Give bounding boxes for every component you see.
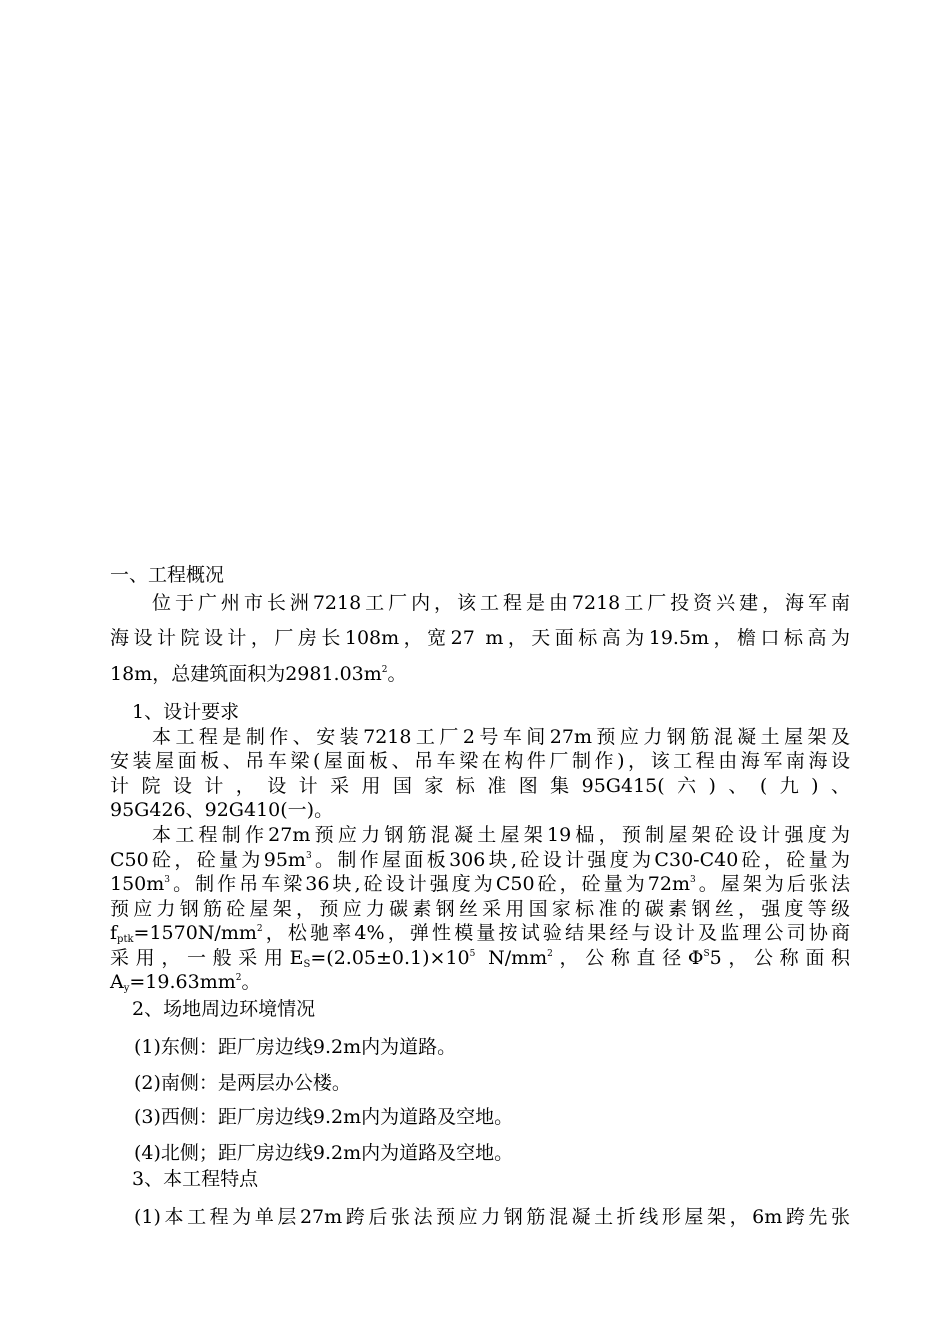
text-run: 。 bbox=[241, 971, 261, 993]
text-run: 。制作屋面板306块,砼设计强度为C30-C40砼，砼量为 bbox=[311, 849, 850, 871]
text-run: 。 bbox=[387, 663, 407, 685]
paragraph-line: 本工程制作27m预应力钢筋混凝土屋架19榀，预制屋架砼设计强度为 bbox=[152, 824, 850, 846]
list-item: (3)西侧：距厂房边线9.2m内为道路及空地。 bbox=[134, 1106, 514, 1128]
text-run: =(2.05±0.1)×10 bbox=[310, 947, 470, 969]
text-run: f bbox=[110, 922, 118, 944]
superscript: 2 bbox=[381, 665, 388, 675]
superscript: 2 bbox=[256, 924, 263, 934]
paragraph-line bbox=[110, 872, 850, 896]
list-item: (4)北侧；距厂房边线9.2m内为道路及空地。 bbox=[134, 1142, 514, 1164]
text-run: 采用，一般采用E bbox=[110, 947, 304, 969]
paragraph-line bbox=[110, 921, 850, 945]
paragraph-line: 95G426、92G410(一)。 bbox=[110, 799, 334, 821]
text-run: =19.63mm bbox=[129, 971, 236, 993]
paragraph-line: 安装屋面板、吊车梁(屋面板、吊车梁在构件厂制作)，该工程由海军南海设 bbox=[110, 750, 850, 772]
text-run: ，公称直径Φ bbox=[552, 947, 704, 969]
paragraph-line bbox=[110, 946, 850, 970]
paragraph-line: 本工程是制作、安装7218工厂2号车间27m预应力钢筋混凝土屋架及 bbox=[152, 726, 850, 748]
subscript: ptk bbox=[117, 934, 134, 945]
paragraph-line: 海设计院设计，厂房长108m，宽27 m，天面标高为19.5m，檐口标高为 bbox=[110, 627, 850, 649]
subsection-title: 3、本工程特点 bbox=[132, 1168, 259, 1190]
text-run: 。屋架为后张法 bbox=[695, 873, 850, 895]
subsection-title: 2、场地周边环境情况 bbox=[132, 998, 316, 1020]
superscript: S bbox=[703, 949, 710, 959]
list-item: (1)本工程为单层27m跨后张法预应力钢筋混凝土折线形屋架，6m跨先张 bbox=[134, 1206, 850, 1228]
subsection-title: 1、设计要求 bbox=[132, 701, 240, 723]
text-run: C50砼，砼量为95m bbox=[110, 849, 306, 871]
paragraph-line: 预应力钢筋砼屋架，预应力碳素钢丝采用国家标准的碳素钢丝，强度等级 bbox=[110, 898, 850, 920]
paragraph-line bbox=[110, 662, 407, 686]
paragraph-line: 计院设计，设计采用国家标准图集95G415(六)、(九)、 bbox=[110, 775, 850, 797]
superscript: 2 bbox=[235, 973, 242, 983]
text-run: 5，公称面积 bbox=[709, 947, 850, 969]
paragraph-line bbox=[110, 848, 850, 872]
superscript: 3 bbox=[305, 851, 312, 861]
paragraph-line: 位于广州市长洲7218工厂内，该工程是由7218工厂投资兴建，海军南 bbox=[152, 592, 850, 614]
superscript: 2 bbox=[547, 949, 553, 959]
list-item: (1)东侧：距厂房边线9.2m内为道路。 bbox=[134, 1036, 457, 1058]
text-run: =1570N/mm bbox=[133, 922, 257, 944]
subscript: y bbox=[123, 983, 130, 994]
superscript: 3 bbox=[689, 875, 696, 885]
paragraph-line bbox=[110, 970, 261, 994]
text-run: 。制作吊车梁36块,砼设计强度为C50砼，砼量为72m bbox=[170, 873, 690, 895]
text-run: N/mm bbox=[475, 947, 548, 969]
text-run: 18m，总建筑面积为2981.03m bbox=[110, 663, 382, 685]
section-heading: 一、工程概况 bbox=[110, 564, 225, 586]
list-item: (2)南侧：是两层办公楼。 bbox=[134, 1072, 351, 1094]
superscript: 3 bbox=[164, 875, 171, 885]
text-run: A bbox=[110, 971, 124, 993]
text-run: 150m bbox=[110, 873, 165, 895]
subscript: S bbox=[303, 959, 311, 970]
text-run: ，松驰率4%，弹性模量按试验结果经与设计及监理公司协商 bbox=[262, 922, 850, 944]
superscript: 5 bbox=[469, 949, 476, 959]
